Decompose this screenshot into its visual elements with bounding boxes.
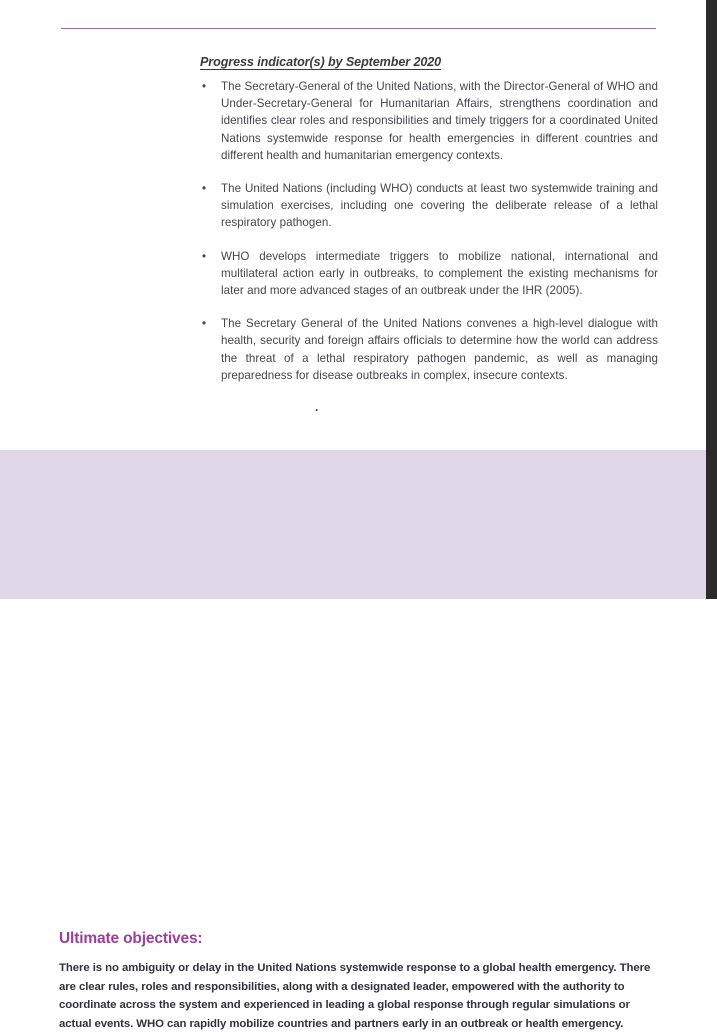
list-item-text: The Secretary General of the United Nations convenes a high-level dialogue with health, security and foreign affairs officials to determine how the world can address the threat of a lethal respiratory pathogen pandemic, as well as managing preparedness for disease outbreaks in complex, insecure contexts. [221,317,658,382]
list-item-text: WHO develops intermediate triggers to mobilize national, international and multilateral action early in outbreaks, to complement the existing mechanisms for later and more advanced stages of an outbreak under the IHR (2005). [221,249,658,298]
list-item [200,78,658,164]
right-edge-strip [706,0,717,599]
ultimate-objectives-section [0,450,706,1030]
stray-period-mark: . [315,400,319,414]
ultimate-objectives-heading: Ultimate objectives: [59,930,203,947]
top-divider-rule [61,28,656,29]
progress-indicator-heading: Progress indicator(s) by September 2020 [200,55,442,69]
ultimate-objectives-text: There is no ambiguity or delay in the United Nations systemwide response to a global health emergency. There are clear rules, roles and responsibilities, along with a designated leader, empowered with the authority to coordinate across the system and experienced in leading a global response through regular simulations or actual events. WHO can rapidly mobilize countries and partners early in an outbreak or health emergency. [59,962,651,1030]
list-item [200,248,658,300]
list-item-text: The Secretary-General of the United Nations, with the Director-General of WHO and Under-Secretary-General for Humanitarian Affairs, strengthens coordination and identifies clear roles and responsibilities and timely triggers for a coordinated United Nations systemwide response for health emergencies in different countries and different health and humanitarian emergency contexts. [221,80,658,162]
progress-indicator-list [200,78,658,384]
list-item [200,315,658,384]
bullet-point-icon: • [202,249,207,263]
list-item-text: The United Nations (including WHO) conducts at least two systemwide training and simulation exercises, including one covering the deliberate release of a lethal respiratory pathogen. [221,182,658,230]
bullet-point-icon: • [202,182,207,196]
indicators-section [0,0,706,450]
bullet-point-icon: • [202,80,207,93]
bullet-point-icon: • [202,317,207,331]
list-item [200,180,658,232]
